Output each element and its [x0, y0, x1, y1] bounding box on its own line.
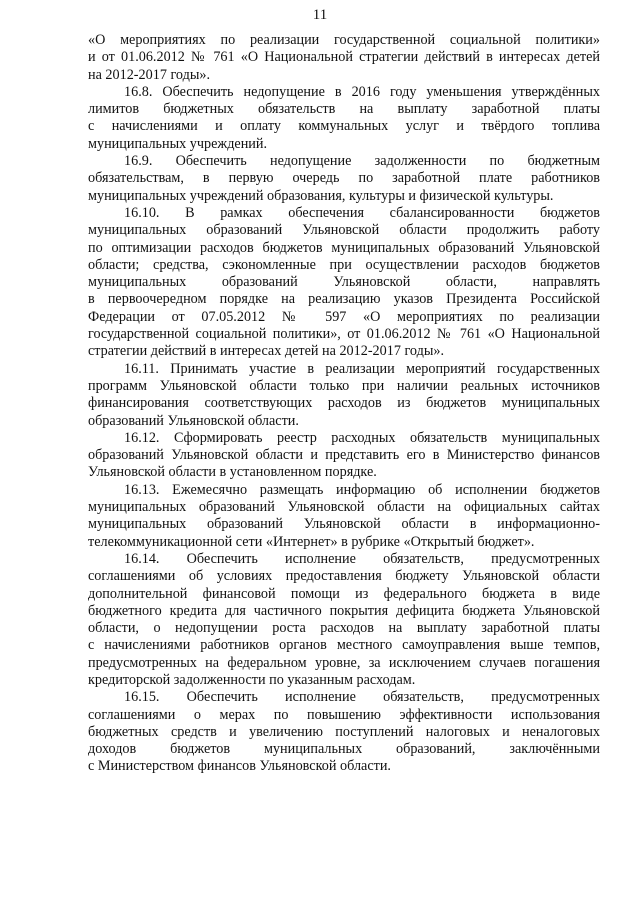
- paragraph-line: «О мероприятиях по реализации государственной социальной политики»: [88, 32, 600, 48]
- paragraph-line: образований Ульяновской области и представить его в Министерство финансов: [88, 447, 600, 464]
- paragraph-line: дополнительной финансовой помощи из федерального бюджета в виде: [88, 585, 600, 602]
- paragraph-line: 16.8. Обеспечить недопущение в 2016 году уменьшения утверждённых: [124, 83, 600, 100]
- paragraph-line: и от 01.06.2012 № 761 «О Национальной стратегии действий в интересах детей: [88, 49, 600, 66]
- paragraph-line: по оптимизации расходов бюджетов муниципальных образований Ульяновской: [88, 239, 600, 256]
- paragraph-line: области; средства, сэкономленные при осуществлении расходов бюджетов: [88, 256, 600, 273]
- paragraph-line: 16.10. В рамках обеспечения сбалансированности бюджетов: [124, 204, 600, 221]
- paragraph-line: 16.14. Обеспечить исполнение обязательств, предусмотренных: [124, 550, 600, 567]
- paragraph-line: программ Ульяновской области только при наличии реальных источников: [88, 377, 600, 394]
- paragraph-line: с Министерством финансов Ульяновской области.: [88, 758, 391, 775]
- paragraph-line: муниципальных образований Ульяновской области, направлять: [88, 274, 600, 291]
- paragraph-line: Ульяновской области в установленном порядке.: [88, 464, 377, 481]
- paragraph-line: муниципальных учреждений.: [88, 135, 268, 152]
- paragraph-line: 16.12. Сформировать реестр расходных обязательств муниципальных: [124, 429, 600, 446]
- paragraph-line: телекоммуникационной сети «Интернет» в рубрике «Открытый бюджет».: [88, 533, 535, 550]
- paragraph-line: бюджетных средств и увеличению поступлений налоговых и неналоговых: [88, 723, 600, 740]
- paragraph-line: соглашениями об условиях предоставления бюджету Ульяновской области: [88, 568, 600, 585]
- paragraph-line: 16.13. Ежемесячно размещать информацию об исполнении бюджетов: [124, 481, 600, 498]
- paragraph-16-14: [88, 551, 600, 689]
- paragraph-16-13: [88, 482, 600, 551]
- paragraph-line: финансирования соответствующих расходов из бюджетов муниципальных: [88, 395, 600, 412]
- paragraph-16-12: [88, 430, 600, 482]
- page-number: 11: [312, 7, 328, 23]
- paragraph-line: образований Ульяновской области.: [88, 412, 299, 429]
- paragraph-line: кредиторской задолженности по указанным расходам.: [88, 671, 416, 688]
- paragraph-line: муниципальных образований Ульяновской области продолжить работу: [88, 222, 600, 239]
- paragraph-16-9: [88, 153, 600, 205]
- paragraph-16-8: [88, 84, 600, 153]
- paragraph-line: Федерации от 07.05.2012 № 597 «О мероприятиях по реализации: [88, 308, 600, 325]
- paragraph-16-15: [88, 689, 600, 775]
- paragraph-line: 16.15. Обеспечить исполнение обязательств, предусмотренных: [124, 689, 600, 706]
- paragraph-line: муниципальных образований Ульяновской области на официальных сайтах: [88, 499, 600, 516]
- paragraph-line: области, о недопущении роста расходов на выплату заработной платы: [88, 620, 600, 637]
- paragraph-line: соглашениями о мерах по повышению эффективности использования: [88, 706, 600, 723]
- paragraph-line: в первоочередном порядке на реализацию указов Президента Российской: [88, 291, 600, 308]
- paragraph-16-11: [88, 361, 600, 430]
- document-body: [88, 32, 600, 776]
- paragraph-line: муниципальных образований Ульяновской области в информационно-: [88, 516, 600, 533]
- paragraph-16-10: [88, 205, 600, 361]
- paragraph-line: обязательствам, в первую очередь по заработной плате работников: [88, 170, 600, 187]
- paragraph-line: лимитов бюджетных обязательств на выплату заработной платы: [88, 101, 600, 118]
- paragraph-line: бюджетного кредита для частичного покрытия дефицита бюджета Ульяновской: [88, 602, 600, 619]
- paragraph-line: на 2012-2017 годы».: [88, 66, 210, 83]
- paragraph-line: с начислениями и оплату коммунальных услуг и твёрдого топлива: [88, 118, 600, 135]
- paragraph-line: с начислениями работников органов местного самоуправления выше темпов,: [88, 637, 600, 654]
- paragraph-line: предусмотренных на федеральном уровне, за исключением случаев погашения: [88, 654, 600, 671]
- paragraph-line: стратегии действий в интересах детей на 2012-2017 годы».: [88, 343, 445, 360]
- paragraph-line: государственной социальной политики», от 01.06.2012 № 761 «О Национальной: [88, 326, 600, 343]
- paragraph-cont: [88, 32, 600, 84]
- paragraph-line: 16.11. Принимать участие в реализации мероприятий государственных: [124, 360, 600, 377]
- paragraph-line: доходов бюджетов муниципальных образований, заключёнными: [88, 741, 600, 758]
- paragraph-line: 16.9. Обеспечить недопущение задолженности по бюджетным: [124, 153, 600, 170]
- paragraph-line: муниципальных учреждений образования, культуры и физической культуры.: [88, 187, 554, 204]
